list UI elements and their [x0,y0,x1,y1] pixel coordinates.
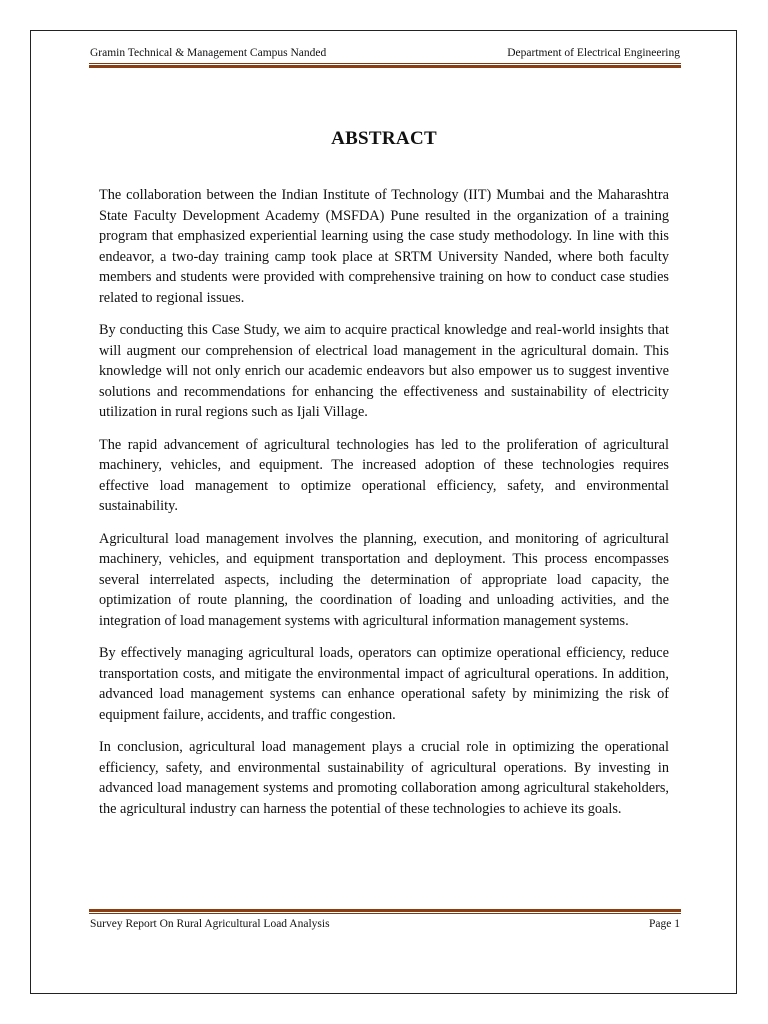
footer-rule-thin [89,913,681,914]
paragraph-4: Agricultural load management involves the planning, execution, and monitoring of agricultural machinery, vehicles, and equipment transportation and deployment. This process encompasses several interrelated aspects, including the determination of appropriate load capacity, the optimization of route planning, the coordination of loading and unloading activities, and the integration of load management systems with agricultural information management systems. [99,530,669,629]
paragraph-5: By effectively managing agricultural loads, operators can optimize operational efficiency, reduce transportation costs, and mitigate the environmental impact of agricultural operations. In addition, advanced load management systems can enhance operational safety by minimizing the risk of equipment failure, accidents, and traffic congestion. [99,645,669,723]
page-footer [90,918,680,934]
page-title: ABSTRACT [331,128,437,149]
paragraph-3: The rapid advancement of agricultural technologies has led to the proliferation of agricultural machinery, vehicles, and equipment. The increased adoption of these technologies requires effective load management to optimize operational efficiency, safety, and environmental sustainability. [99,436,669,514]
paragraph-2: By conducting this Case Study, we aim to acquire practical knowledge and real-world insights that will augment our comprehension of electrical load management in the agricultural domain. This knowledge will not only enrich our academic endeavors but also empower us to suggest inventive solutions and recommendations for enhancing the effectiveness and sustainability of electricity utilization in rural regions such as Ijali Village. [99,322,669,420]
header-rule-thick [89,65,681,68]
header-institution: Gramin Technical & Management Campus Nanded [90,47,327,59]
footer-rule-thick [89,909,681,912]
paragraph-1: The collaboration between the Indian Institute of Technology (IIT) Mumbai and the Maharashtra State Faculty Development Academy (MSFDA) Pune resulted in the organization of a training program that emphasized experiential learning using the case study methodology. In line with this endeavor, a two-day training camp took place at SRTM University Nanded, where both faculty members and students were provided with comprehensive training on how to conduct case studies related to regional issues. [99,187,669,306]
footer-page-number: Page 1 [649,918,680,930]
header-department: Department of Electrical Engineering [507,47,680,59]
header-rule-thin [89,63,681,64]
paragraph-6: In conclusion, agricultural load management plays a crucial role in optimizing the operational efficiency, safety, and environmental sustainability of agricultural operations. By investing in advanced load management systems and promoting collaboration among agricultural stakeholders, the agricultural industry can harness the potential of these technologies to achieve its goals. [99,739,669,817]
abstract-body [99,185,669,831]
footer-report-title: Survey Report On Rural Agricultural Load Analysis [90,918,330,930]
